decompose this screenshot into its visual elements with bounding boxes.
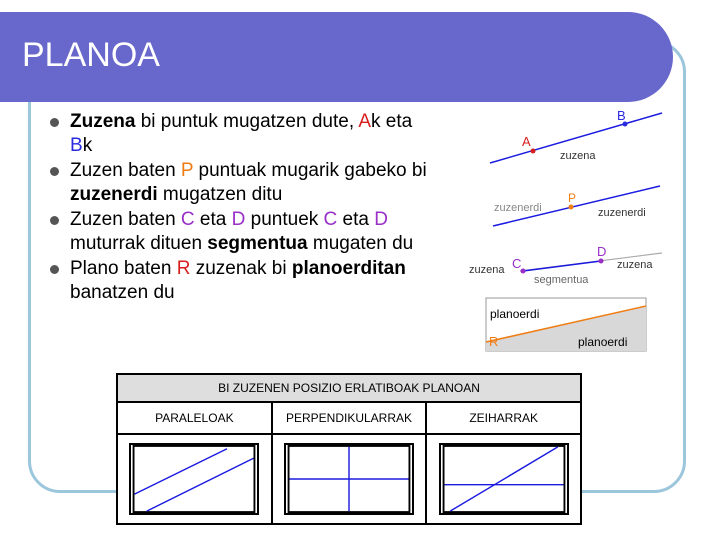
line-segmentua: [523, 261, 601, 271]
point-r-text: R: [489, 334, 499, 349]
relative-positions-table: [116, 373, 582, 525]
point-b-text: B: [617, 108, 626, 123]
point-a-text: A: [522, 134, 531, 149]
table-cell: [118, 435, 273, 523]
table-heading: BI ZUZENEN POSIZIO ERLATIBOAK PLANOAN: [118, 375, 580, 403]
point-c-label: C: [323, 209, 338, 230]
bullet-text: Zuzen baten: [70, 160, 181, 181]
point-p-label: P: [180, 160, 194, 181]
seg-label: segmentua: [534, 274, 589, 286]
bullet-text: eta: [337, 209, 375, 230]
table-figures-row: [118, 435, 580, 523]
bullet-text: muturrak dituen: [70, 233, 208, 254]
point-d-dot: [599, 259, 604, 264]
seg-left-label: zuzena: [469, 264, 505, 276]
bullet-text: k: [82, 135, 93, 156]
seg-right-label: zuzena: [617, 259, 653, 271]
point-d-text: D: [597, 244, 607, 259]
point-p-text: P: [568, 191, 577, 205]
ray-left-label: zuzenerdi: [494, 202, 542, 214]
point-c-text: C: [512, 256, 522, 271]
bullet-text: Zuzen baten: [70, 209, 181, 230]
table-cell: [273, 435, 428, 523]
bullet-text: mugaten du: [307, 233, 414, 254]
column-header: PERPENDIKULARRAK: [273, 403, 428, 433]
bullet-text: bi puntuk mugatzen dute,: [135, 111, 359, 132]
bullet-text: Plano baten: [70, 258, 177, 279]
point-c-label: C: [180, 209, 195, 230]
point-a-dot: [531, 149, 536, 154]
bullet-text: mugatzen ditu: [157, 184, 283, 205]
bullet-text: eta: [194, 209, 232, 230]
term-zuzenerdi: zuzenerdi: [70, 184, 158, 205]
parallel-lines-figure: [129, 443, 259, 515]
bullet-text: zuzenak bi: [190, 258, 292, 279]
bullet-text: puntuek: [245, 209, 324, 230]
column-header: PARALELOAK: [118, 403, 273, 433]
table-cell: [427, 435, 580, 523]
point-p-dot: [569, 205, 574, 210]
term-planoerditan: planoerditan: [291, 258, 406, 279]
point-d-label: D: [231, 209, 246, 230]
table-header-row: [118, 403, 580, 435]
bullet-text: k eta: [371, 111, 413, 132]
term-segmentua: segmentua: [207, 233, 308, 254]
line-label: zuzena: [560, 150, 596, 162]
perpendicular-lines-figure: [284, 443, 414, 515]
bullet-text: puntuak mugarik gabeko bi: [193, 160, 427, 181]
slide-title: PLANOA: [22, 36, 160, 74]
plane-bottom-label: planoerdi: [578, 335, 628, 349]
term-zuzena: Zuzena: [70, 111, 136, 132]
point-d-label: D: [374, 209, 388, 230]
ray-right-label: zuzenerdi: [598, 207, 646, 219]
oblique-lines-figure: [439, 443, 569, 515]
plane-top-label: planoerdi: [490, 307, 540, 321]
point-r-label: R: [176, 258, 191, 279]
point-a-label: A: [358, 111, 372, 132]
column-header: ZEIHARRAK: [469, 411, 539, 425]
point-b-label: B: [70, 135, 83, 156]
bullet-text: banatzen du: [70, 282, 175, 303]
